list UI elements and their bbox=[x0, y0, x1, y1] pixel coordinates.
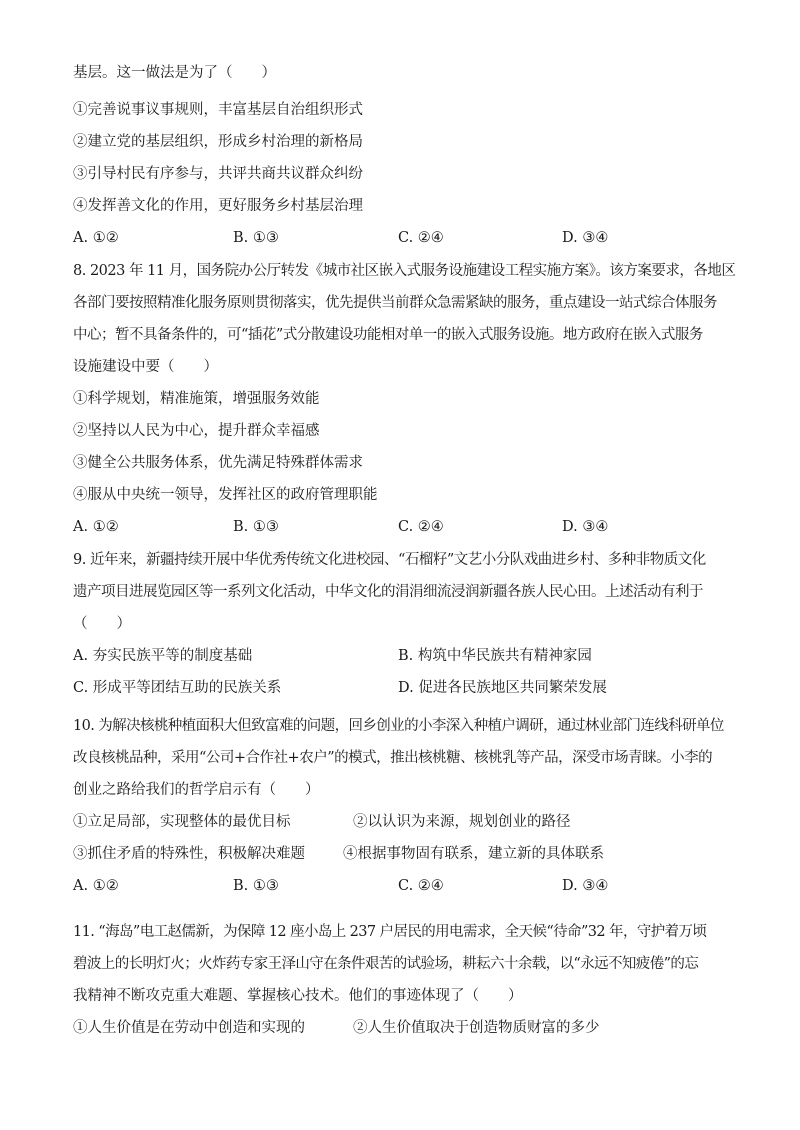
q8-item-2: ②坚持以人民为中心，提升群众幸福感 bbox=[73, 423, 320, 439]
q9-stem-line-1: 9. 近年来，新疆持续开展中华优秀传统文化进校园、“石榴籽”文艺小分队戏曲进乡村、多种非物质文化 bbox=[73, 552, 706, 568]
q7-option-d: D. ③④ bbox=[562, 230, 609, 246]
q7-item-3: ③引导村民有序参与，共评共商共议群众纠纷 bbox=[73, 166, 363, 182]
q8-item-1: ①科学规划，精准施策，增强服务效能 bbox=[73, 391, 320, 407]
q8-stem-line-3: 中心；暂不具备条件的，可“插花”式分散建设功能相对单一的嵌入式服务设施。地方政府在嵌入式服务 bbox=[73, 327, 703, 343]
q8-stem-line-1: 8. 2023 年 11 月，国务院办公厅转发《城市社区嵌入式服务设施建设工程实施方案》。该方案要求，各地区 bbox=[73, 263, 736, 279]
q10-stem-line-2: 改良核桃品种，采用“公司+合作社+农户”的模式，推出核桃糖、核桃乳等产品，深受市场青睐。小李的 bbox=[73, 750, 713, 766]
q9-stem-line-3: （ ） bbox=[73, 616, 131, 632]
q11-item-1: ①人生价值是在劳动中创造和实现的 bbox=[73, 1020, 305, 1036]
q7-item-4: ④发挥善文化的作用，更好服务乡村基层治理 bbox=[73, 198, 363, 214]
q10-option-c: C. ②④ bbox=[398, 878, 444, 894]
q8-option-b: B. ①③ bbox=[233, 519, 279, 535]
q10-item-3: ③抓住矛盾的特殊性，积极解决难题 bbox=[73, 846, 305, 862]
q9-option-a: A. 夯实民族平等的制度基础 bbox=[73, 648, 253, 664]
q10-item-4: ④根据事物固有联系，建立新的具体联系 bbox=[343, 846, 604, 862]
q7-option-b: B. ①③ bbox=[233, 230, 279, 246]
q8-stem-line-2: 各部门要按照精准化服务原则贯彻落实，优先提供当前群众急需紧缺的服务，重点建设一站式综合体服务 bbox=[73, 295, 717, 311]
q7-option-a: A. ①② bbox=[73, 230, 119, 246]
q7-option-c: C. ②④ bbox=[398, 230, 444, 246]
q7-item-2: ②建立党的基层组织，形成乡村治理的新格局 bbox=[73, 134, 363, 150]
q9-stem-line-2: 遗产项目进展览园区等一系列文化活动，中华文化的涓涓细流浸润新疆各族人民心田。上述活动有利于 bbox=[73, 584, 703, 600]
q8-item-3: ③健全公共服务体系，优先满足特殊群体需求 bbox=[73, 455, 363, 471]
q8-option-a: A. ①② bbox=[73, 519, 119, 535]
q10-item-1: ①立足局部，实现整体的最优目标 bbox=[73, 814, 291, 830]
q10-option-b: B. ①③ bbox=[233, 878, 279, 894]
q8-option-d: D. ③④ bbox=[562, 519, 609, 535]
q7-item-1: ①完善说事议事规则，丰富基层自治组织形式 bbox=[73, 102, 363, 118]
q11-stem-line-2: 碧波上的长明灯火；火炸药专家王泽山守在条件艰苦的试验场，耕耘六十余载，以“永远不知疲倦”的忘 bbox=[73, 956, 699, 972]
q9-option-d: D. 促进各民族地区共同繁荣发展 bbox=[398, 680, 607, 696]
q10-item-2: ②以认识为来源，规划创业的路径 bbox=[353, 814, 571, 830]
q8-option-c: C. ②④ bbox=[398, 519, 444, 535]
q9-option-b: B. 构筑中华民族共有精神家园 bbox=[398, 648, 592, 664]
q10-stem-line-1: 10. 为解决核桃种植面积大但致富难的问题，回乡创业的小李深入种植户调研，通过林业部门连线科研单位 bbox=[73, 718, 724, 734]
q10-stem-line-3: 创业之路给我们的哲学启示有（ ） bbox=[73, 782, 320, 798]
q11-item-2: ②人生价值取决于创造物质财富的多少 bbox=[353, 1020, 600, 1036]
q10-option-d: D. ③④ bbox=[562, 878, 609, 894]
q7-stem-tail: 基层。这一做法是为了（ ） bbox=[73, 65, 276, 81]
q11-stem-line-1: 11. “海岛”电工赵儒新，为保障 12 座小岛上 237 户居民的用电需求，全天候“待命”32 年，守护着万顷 bbox=[73, 924, 707, 940]
q11-stem-line-3: 我精神不断攻克重大难题、掌握核心技术。他们的事迹体现了（ ） bbox=[73, 988, 523, 1004]
q10-option-a: A. ①② bbox=[73, 878, 119, 894]
q8-item-4: ④服从中央统一领导，发挥社区的政府管理职能 bbox=[73, 487, 378, 503]
q9-option-c: C. 形成平等团结互助的民族关系 bbox=[73, 680, 282, 696]
q8-stem-line-4: 设施建设中要（ ） bbox=[73, 359, 218, 375]
